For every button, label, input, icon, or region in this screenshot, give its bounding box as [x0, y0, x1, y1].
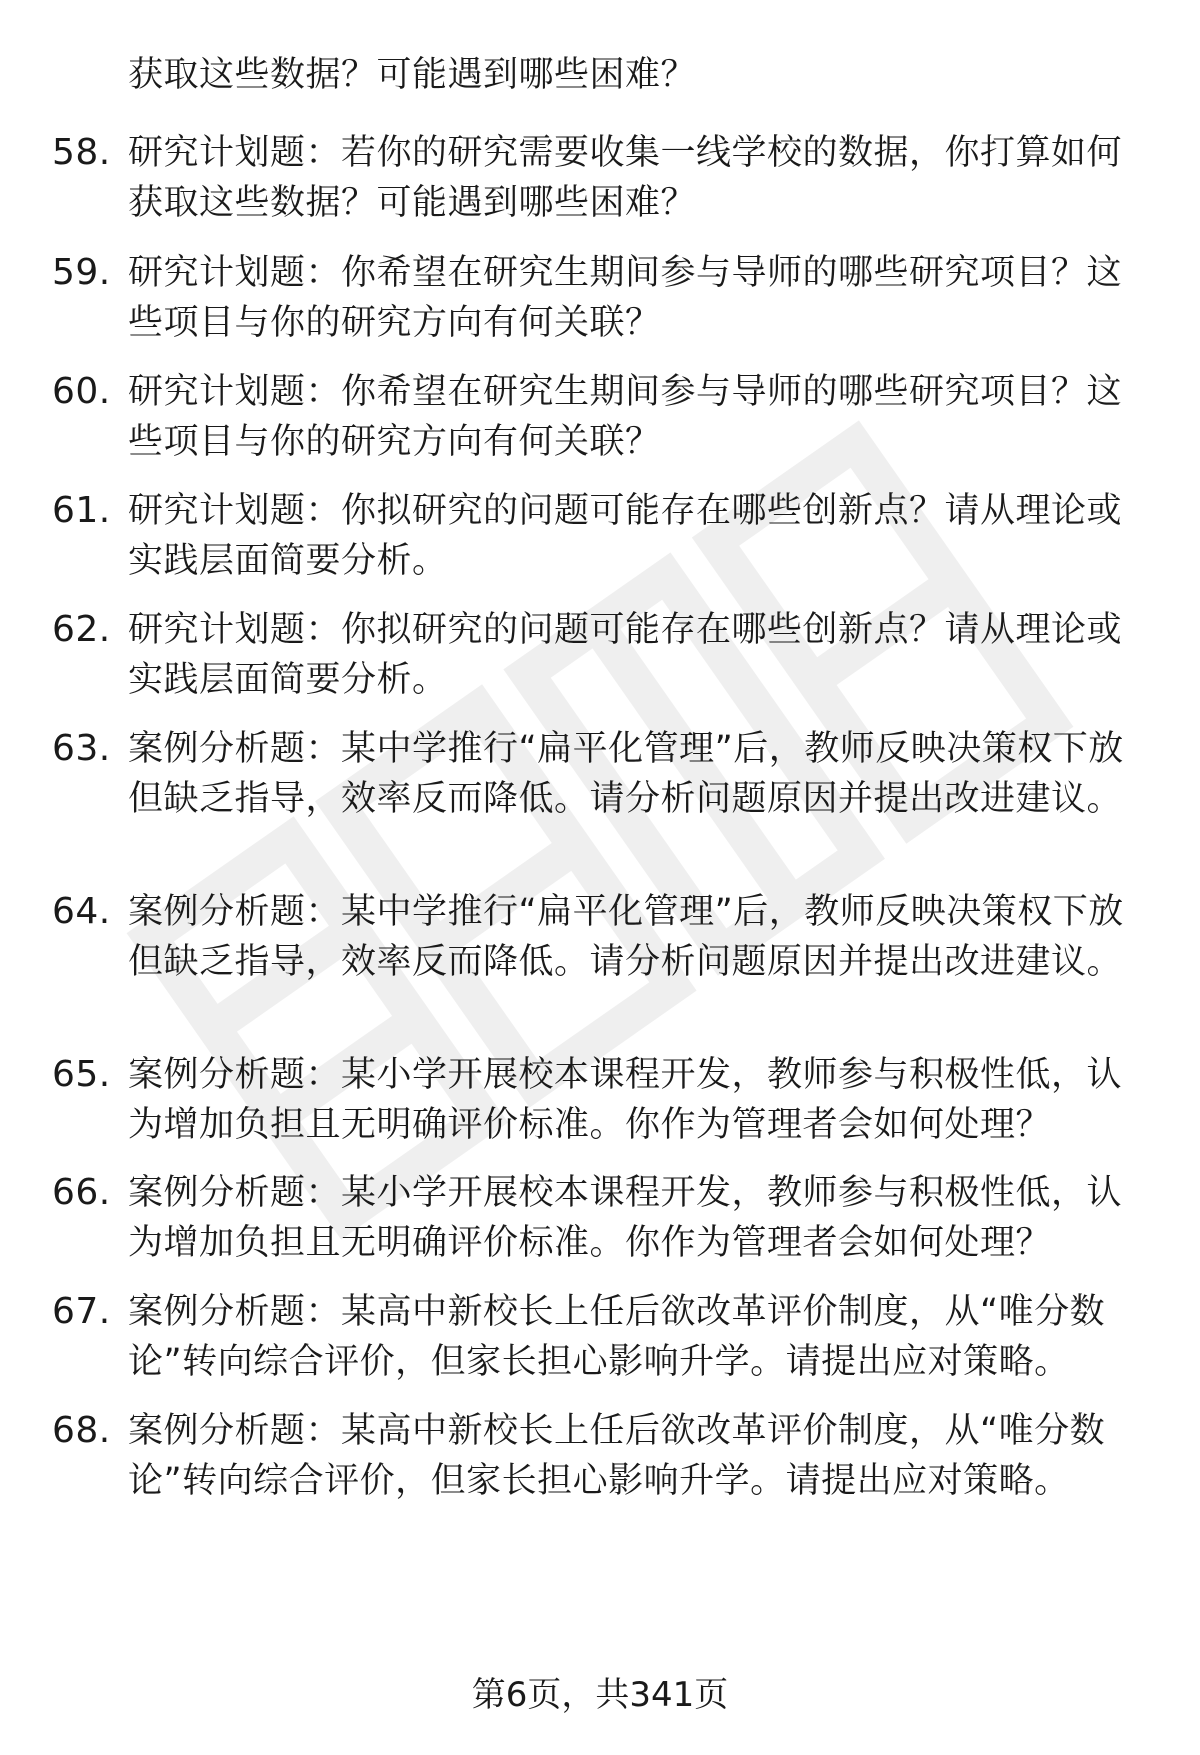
item-number: 58. — [52, 132, 111, 173]
item-text: 研究计划题：你希望在研究生期间参与导师的哪些研究项目？这些项目与你的研究方向有何关联？ — [128, 372, 1123, 462]
item-text: 案例分析题：某小学开展校本课程开发，教师参与积极性低，认为增加负担且无明确评价标准。你作为管理者会如何处理？ — [128, 1173, 1123, 1263]
item-number: 61. — [52, 490, 111, 531]
item-number: 66. — [52, 1172, 111, 1213]
item-text: 获取这些数据？可能遇到哪些困难？ — [128, 55, 697, 95]
item-number: 65. — [52, 1054, 111, 1095]
item-number: 64. — [52, 891, 111, 932]
item-text: 案例分析题：某中学推行“扁平化管理”后，教师反映决策权下放但缺乏指导，效率反而降低。请分析问题原因并提出改进建议。 — [128, 729, 1124, 819]
item-text: 案例分析题：某高中新校长上任后欲改革评价制度，从“唯分数论”转向综合评价，但家长担心影响升学。请提出应对策略。 — [128, 1292, 1106, 1382]
item-text: 研究计划题：你拟研究的问题可能存在哪些创新点？请从理论或实践层面简要分析。 — [128, 610, 1123, 700]
item-text: 案例分析题：某中学推行“扁平化管理”后，教师反映决策权下放但缺乏指导，效率反而降低。请分析问题原因并提出改进建议。 — [128, 892, 1124, 982]
item-number: 60. — [52, 371, 111, 412]
item-number: 68. — [52, 1410, 111, 1451]
item-number: 63. — [52, 728, 111, 769]
item-text: 研究计划题：你拟研究的问题可能存在哪些创新点？请从理论或实践层面简要分析。 — [128, 491, 1123, 581]
item-text: 案例分析题：某高中新校长上任后欲改革评价制度，从“唯分数论”转向综合评价，但家长担心影响升学。请提出应对策略。 — [128, 1411, 1106, 1501]
item-number: 59. — [52, 252, 111, 293]
item-number: 67. — [52, 1291, 111, 1332]
item-number: 62. — [52, 609, 111, 650]
item-text: 研究计划题：你希望在研究生期间参与导师的哪些研究项目？这些项目与你的研究方向有何关联？ — [128, 253, 1123, 343]
item-text: 研究计划题：若你的研究需要收集一线学校的数据，你打算如何获取这些数据？可能遇到哪些困难？ — [128, 133, 1123, 223]
page-number-footer: 第6页，共341页 — [471, 1675, 729, 1715]
item-text: 案例分析题：某小学开展校本课程开发，教师参与积极性低，认为增加负担且无明确评价标准。你作为管理者会如何处理？ — [128, 1055, 1123, 1145]
